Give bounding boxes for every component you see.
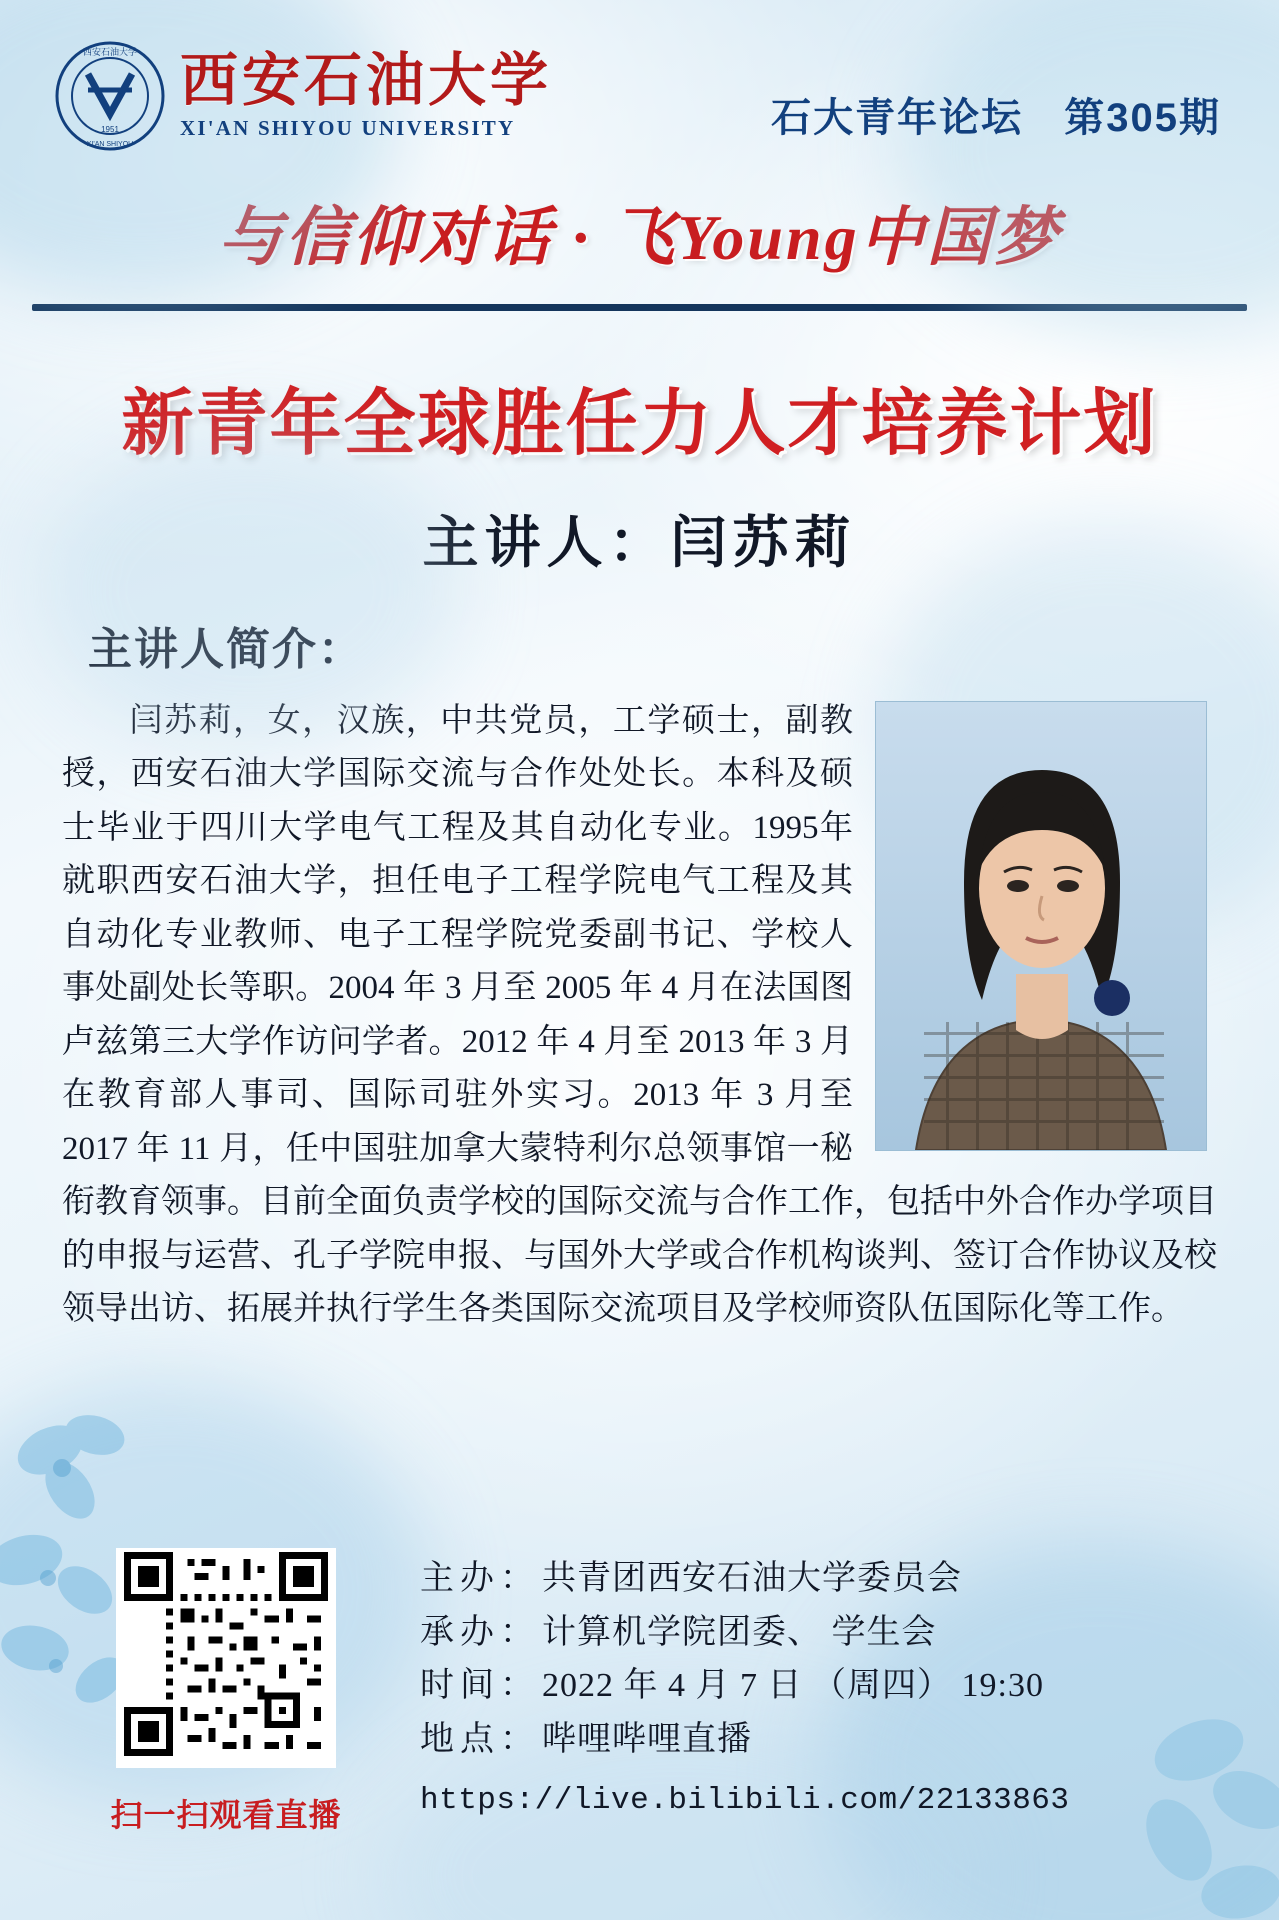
forum-title-block: [771, 86, 1221, 143]
poster-header: [0, 0, 1279, 200]
poster-slogan: 与信仰对话 · 飞Young中国梦: [218, 202, 1061, 273]
svg-text:XI'AN SHIYOU: XI'AN SHIYOU: [86, 141, 134, 148]
qr-block: [96, 1548, 356, 1836]
live-stream-url[interactable]: https://live.bilibili.com/22133863: [420, 1782, 1070, 1818]
info-colon: ：: [500, 1613, 534, 1651]
info-row-time: [420, 1659, 1070, 1713]
university-name-en: XI'AN SHIYOU UNIVERSITY: [180, 115, 516, 140]
info-value: 共青团西安石油大学委员会: [542, 1560, 962, 1597]
bio-text: 闫苏莉，女，汉族，中共党员，工学硕士，副教授，西安石油大学国际交流与合作处处长。本科及硕士毕业于四川大学电气工程及其自动化专业。1995年就职西安石油大学，担任电子工程学院电气工程及其自动化专业教师、电子工程学院党委副书记、学校人事处副处长等职。2004 年 3 月至 2005 年 4 月在法国图卢兹第三大学作访问学者。2012 年 4 月至 2013 年 3 月在教育部人事司、国际司驻外实习。2013 年 3 月至 2017 年 11 月，任中国驻加拿大蒙特利尔总领事馆一秘衔教育领事。目前全面负责学校的国际交流与合作工作，包括中外合作办学项目的申报与运营、孔子学院申报、与国外大学或合作机构谈判、签订合作协议及校领导出访、拓展并执行学生各类国际交流项目及学校师资队伍国际化等工作。: [62, 703, 1217, 1327]
forum-issue: 第305期: [1064, 96, 1221, 140]
speaker-name-line: 主讲人：闫苏莉: [422, 513, 857, 575]
svg-text:1951: 1951: [101, 125, 119, 134]
info-label: 主办: [420, 1560, 500, 1597]
info-value: 计算机学院团委、 学生会: [542, 1613, 937, 1651]
info-colon: ：: [500, 1721, 534, 1759]
info-colon: ：: [500, 1560, 534, 1597]
qr-code[interactable]: [116, 1548, 336, 1768]
bio-body: [62, 695, 1217, 1336]
forum-name: 石大青年论坛: [771, 96, 1024, 140]
info-row-organizer: [420, 1552, 1070, 1606]
poster-footer: [0, 1548, 1279, 1868]
speaker-portrait: [875, 701, 1207, 1151]
university-name-block: [180, 47, 553, 141]
event-info-block: [420, 1552, 1070, 1826]
info-value: 2022 年 4 月 7 日 （周四） 19:30: [542, 1667, 1044, 1705]
university-logo: [54, 40, 552, 152]
qr-caption: 扫一扫观看直播: [110, 1797, 342, 1833]
university-name-cn: 西安石油大学: [180, 47, 553, 113]
header-divider: [32, 304, 1247, 311]
svg-text:西安石油大学: 西安石油大学: [82, 47, 138, 57]
info-label: 地点: [420, 1721, 500, 1759]
bio-heading: 主讲人简介：: [88, 625, 364, 674]
info-label: 时间: [420, 1667, 500, 1705]
info-value: 哔哩哔哩直播: [542, 1721, 752, 1759]
info-label: 承办: [420, 1613, 500, 1651]
info-row-location: [420, 1713, 1070, 1767]
page-title: 新青年全球胜任力人才培养计划: [121, 384, 1158, 464]
info-colon: ：: [500, 1667, 534, 1705]
info-row-host: [420, 1606, 1070, 1660]
university-seal-icon: [54, 40, 166, 152]
portrait-illustration-icon: [876, 702, 1206, 1150]
